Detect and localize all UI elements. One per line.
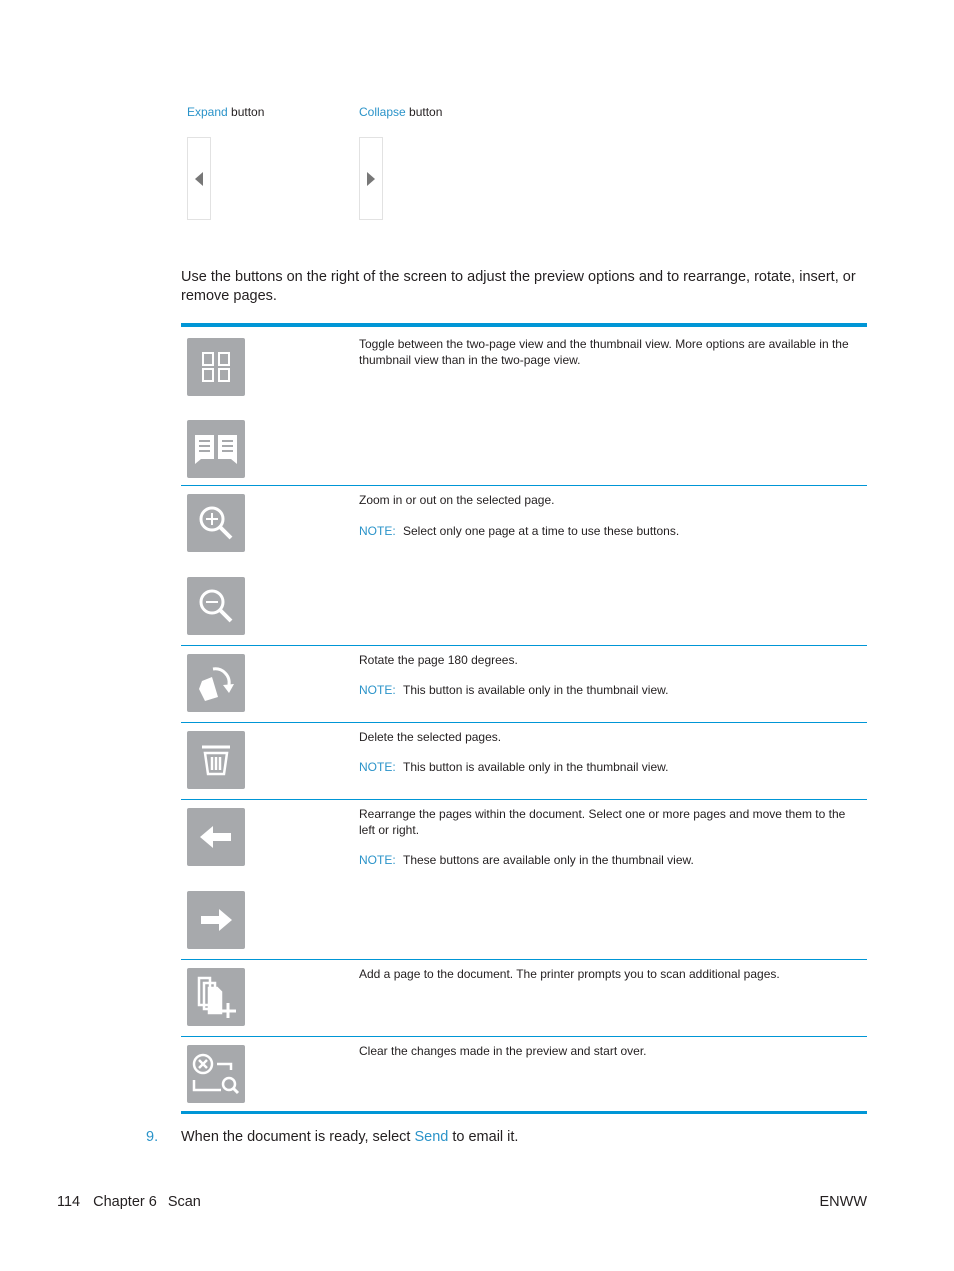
row-description: Zoom in or out on the selected page. — [359, 493, 555, 507]
collapse-link: Collapse — [359, 105, 406, 119]
table-row — [181, 486, 867, 646]
arrow-left-icon — [200, 826, 232, 848]
clear-changes-icon — [191, 1052, 241, 1096]
page-footer-left — [57, 1194, 201, 1210]
thumbnail-view-button[interactable] — [187, 338, 245, 396]
note-label: NOTE: — [359, 853, 396, 867]
row-note: NOTE: These buttons are available only in the thumbnail view. — [359, 853, 694, 867]
triangle-right-icon — [366, 172, 376, 186]
row-description: Clear the changes made in the preview and start over. — [359, 1044, 647, 1058]
table-row — [181, 1037, 867, 1111]
row-note: NOTE: This button is available only in the thumbnail view. — [359, 760, 669, 774]
zoom-out-button[interactable] — [187, 577, 245, 635]
row-note: NOTE: Select only one page at a time to use these buttons. — [359, 524, 680, 538]
row-description: Rotate the page 180 degrees. — [359, 653, 518, 667]
two-page-view-button[interactable] — [187, 420, 245, 478]
table-row — [181, 723, 867, 800]
page-number: 114 — [57, 1194, 81, 1210]
start-over-button[interactable] — [187, 1045, 245, 1103]
table-row — [181, 960, 867, 1037]
step-9: 9. When the document is ready, select Send to email it. — [146, 1129, 519, 1145]
expand-link: Expand — [187, 105, 228, 119]
note-label: NOTE: — [359, 683, 396, 697]
row-description: Add a page to the document. The printer prompts you to scan additional pages. — [359, 967, 780, 981]
row-description: Delete the selected pages. — [359, 730, 502, 744]
collapse-label: Collapse button — [359, 105, 443, 119]
row-description: Rearrange the pages within the document. Select one or more pages and move them to the left or right. — [359, 807, 846, 837]
row-note: NOTE: This button is available only in the thumbnail view. — [359, 683, 669, 697]
row-description: Toggle between the two-page view and the thumbnail view. More options are available in the thumbnail view than in the two-page view. — [359, 337, 849, 367]
step-number: 9. — [146, 1129, 159, 1145]
add-page-button[interactable] — [187, 968, 245, 1026]
intro-paragraph: Use the buttons on the right of the screen to adjust the preview options and to rearrange, rotate, insert, or remove pages. — [181, 269, 856, 304]
expand-button[interactable] — [187, 137, 211, 220]
delete-button[interactable] — [187, 731, 245, 789]
zoom-in-button[interactable] — [187, 494, 245, 552]
collapse-button[interactable] — [359, 137, 383, 220]
two-page-view-icon — [193, 433, 239, 465]
table-row — [181, 327, 867, 486]
move-left-button[interactable] — [187, 808, 245, 866]
trash-icon — [201, 744, 231, 776]
arrow-right-icon — [200, 909, 232, 931]
table-row — [181, 646, 867, 723]
move-right-button[interactable] — [187, 891, 245, 949]
triangle-left-icon — [194, 172, 204, 186]
rotate-icon — [197, 663, 235, 703]
chapter-label: Chapter 6 — [93, 1194, 157, 1210]
zoom-in-icon — [198, 505, 234, 541]
zoom-out-icon — [198, 588, 234, 624]
note-label: NOTE: — [359, 760, 396, 774]
expand-label: Expand button — [187, 105, 265, 119]
add-page-icon — [196, 975, 236, 1019]
thumbnail-grid-icon — [201, 351, 231, 383]
table-row — [181, 800, 867, 960]
rotate-button[interactable] — [187, 654, 245, 712]
section-label: Scan — [167, 1194, 201, 1210]
preview-buttons-table — [181, 323, 867, 1114]
page-footer-right: ENWW — [819, 1194, 867, 1210]
note-label: NOTE: — [359, 524, 396, 538]
send-link: Send — [414, 1129, 449, 1145]
